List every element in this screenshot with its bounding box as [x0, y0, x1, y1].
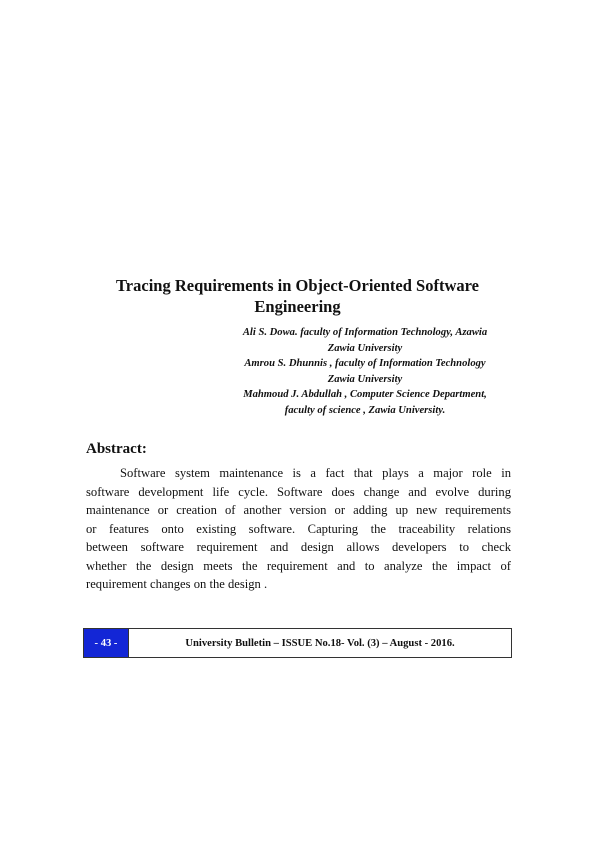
page-number-badge: - 43 -: [84, 629, 129, 657]
journal-citation: University Bulletin – ISSUE No.18- Vol. (3) – August - 2016.: [185, 637, 455, 649]
abstract-line: software development life cycle. Software does change and evolve during: [86, 484, 511, 499]
author-2-line-1: Amrou S. Dhunnis , faculty of Information Technology: [244, 358, 486, 369]
abstract-line: Software system maintenance is a fact that plays a major role in: [120, 466, 511, 480]
author-1-line-2: Zawia University: [327, 342, 403, 354]
author-2-line-2: Zawia University: [327, 373, 403, 385]
author-3-line-1: Mahmoud J. Abdullah , Computer Science Department,: [243, 389, 487, 400]
abstract-line: between software requirement and design allows developers to check: [86, 540, 511, 554]
abstract-line: requirement changes on the design .: [86, 577, 268, 591]
abstract-heading: Abstract:: [86, 441, 147, 457]
page-footer: [83, 628, 512, 658]
abstract-line: whether the design meets the requirement and to analyze the impact of: [86, 558, 511, 573]
author-1-line-1: Ali S. Dowa. faculty of Information Technology, Azawia: [242, 327, 488, 338]
author-3-line-2: faculty of science , Zawia University.: [284, 404, 446, 416]
paper-title-line-2: Engineering: [254, 297, 341, 316]
paper-title: [90, 275, 505, 317]
paper-title-line-1: Tracing Requirements in Object-Oriented Software: [116, 276, 479, 295]
abstract-body: [86, 464, 511, 594]
abstract-line: or features onto existing software. Capturing the traceability relations: [86, 521, 511, 536]
author-affiliations: [215, 325, 515, 418]
abstract-line: maintenance or creation of another version or adding up new requirements: [86, 503, 511, 517]
